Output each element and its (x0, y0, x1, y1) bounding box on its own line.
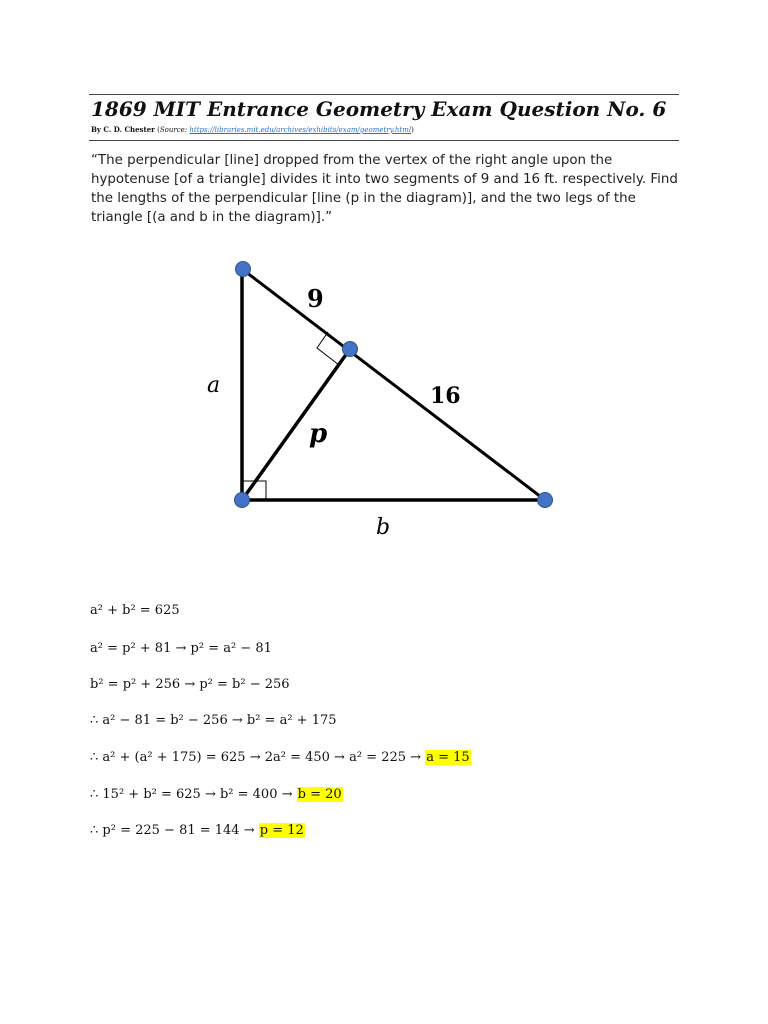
byline-close-paren: ) (411, 126, 414, 134)
equation-text: ∴ 15² + b² = 625 → b² = 400 → (90, 787, 297, 802)
equation-text: ∴ a² − 81 = b² − 256 → b² = a² + 175 (90, 713, 337, 728)
equation-line (90, 786, 343, 804)
equation-text: ∴ a² + (a² + 175) = 625 → 2a² = 450 → a² = 225 → (90, 750, 426, 765)
question-text: “The perpendicular [line] dropped from the vertex of the right angle upon the hypotenuse [of a triangle] divides it into two segments of 9 and 16 ft. respectively. Find the lengths of the perpendicular [line (p in the diagram)], and the two legs of the triangle [(a and b in the diagram)].” (91, 153, 678, 225)
byline-source-label: Source: (159, 126, 188, 134)
label-16: 16 (430, 383, 461, 409)
equation-line (90, 749, 471, 767)
label-a: a (207, 373, 221, 398)
byline-open-paren: ( (157, 126, 160, 134)
foot-point (343, 342, 358, 357)
equation-text: a² + b² = 625 (90, 603, 180, 618)
perpendicular-p-line (242, 349, 350, 500)
equation-line (90, 640, 272, 658)
source-link[interactable]: https://libraries.mit.edu/archives/exhibits/exam/geometry.html (189, 126, 412, 134)
byline-author: By C. D. Chester (91, 125, 155, 134)
equation-line (90, 822, 305, 840)
equation-line (90, 712, 337, 730)
answer-b-highlight: b = 20 (297, 787, 342, 802)
label-9: 9 (307, 284, 324, 313)
vertex-right-angle-point (235, 493, 250, 508)
equation-text: b² = p² + 256 → p² = b² − 256 (90, 677, 290, 692)
equation-line (90, 676, 290, 694)
equation-line (90, 602, 180, 620)
vertex-right-point (538, 493, 553, 508)
answer-a-highlight: a = 15 (426, 750, 470, 765)
label-p: p (309, 419, 328, 449)
hypotenuse-line (242, 269, 545, 500)
vertex-top-point (236, 262, 251, 277)
equation-text: ∴ p² = 225 − 81 = 144 → (90, 823, 259, 838)
page-title: 1869 MIT Entrance Geometry Exam Question No. 6 (91, 97, 667, 121)
right-angle-marker-foot (317, 332, 339, 365)
answer-p-highlight: p = 12 (259, 823, 304, 838)
label-b: b (376, 515, 391, 540)
equation-text: a² = p² + 81 → p² = a² − 81 (90, 641, 272, 656)
